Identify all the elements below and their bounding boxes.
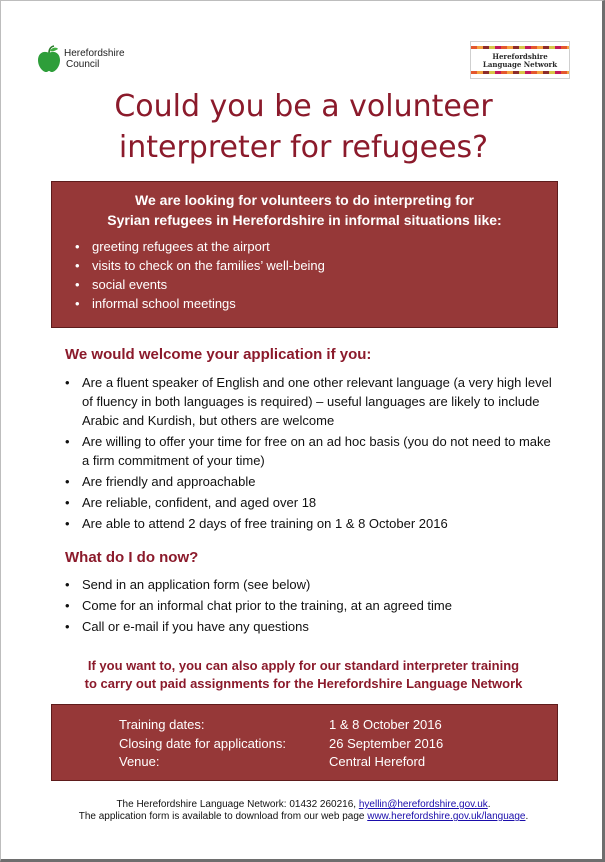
list-item: • visits to check on the families’ well-being (75, 256, 557, 275)
web-page-link[interactable]: www.herefordshire.gov.uk/language (367, 811, 526, 822)
paid-line1: If you want to, you can also apply for our standard interpreter training (87, 658, 520, 673)
herefordshire-council-logo (37, 45, 125, 73)
intro-line1: We are looking for volunteers to do interpreting for (135, 192, 474, 208)
page-title (41, 86, 566, 168)
network-logo-line1: Herefordshire (492, 52, 548, 61)
detail-row-closing-date (119, 735, 443, 752)
intro-text (52, 190, 557, 230)
list-item: • Are reliable, confident, and aged over 18 (65, 493, 555, 512)
contact-footer (21, 799, 586, 823)
footer-line2 (21, 811, 586, 823)
detail-value: 26 September 2016 (329, 736, 444, 751)
list-item: • Send in an application form (see below) (65, 575, 555, 594)
detail-row-venue (119, 753, 425, 770)
list-item: • social events (75, 275, 557, 294)
list-item: • greeting refugees at the airport (75, 237, 557, 256)
footer-download-text: The application form is available to download from our web page (78, 811, 368, 822)
detail-row-training-dates (119, 716, 442, 733)
list-item: • Come for an informal chat prior to the training, at an agreed time (65, 596, 555, 615)
detail-value: 1 & 8 October 2016 (329, 717, 442, 732)
next-steps-heading: What do I do now? (65, 549, 199, 566)
network-logo-text (471, 53, 569, 69)
application-heading: We would welcome your application if you: (65, 346, 372, 363)
logo-stripe-top (471, 46, 569, 49)
email-link[interactable]: hyellin@herefordshire.gov.uk (358, 799, 488, 810)
council-logo-line1: Herefordshire (64, 48, 125, 59)
detail-label: Closing date for applications: (119, 736, 286, 751)
paid-training-note (41, 657, 566, 693)
application-criteria-list (65, 373, 555, 535)
logo-stripe-bottom (471, 71, 569, 74)
footer-line1-end: . (487, 799, 491, 810)
council-logo-text (64, 48, 125, 70)
list-item: • Are willing to offer your time for free on an ad hoc basis (you do not need to make a firm commitment of your time) (65, 432, 555, 470)
apple-icon (37, 45, 61, 73)
list-item: • informal school meetings (75, 294, 557, 313)
council-logo-line2: Council (66, 59, 100, 70)
footer-line1 (21, 799, 586, 811)
list-item: • Are able to attend 2 days of free training on 1 & 8 October 2016 (65, 514, 555, 533)
network-logo-line2: Language Network (482, 60, 558, 69)
list-item: • Are friendly and approachable (65, 472, 555, 491)
paid-line2: to carry out paid assignments for the Herefordshire Language Network (84, 676, 523, 691)
next-steps-list (65, 575, 555, 638)
list-item: • Call or e-mail if you have any questions (65, 617, 555, 636)
list-item: • Are a fluent speaker of English and one other relevant language (a very high level of fluency in both languages is required) – useful languages are likely to include Arabic and Kurdish, but others are welcome (65, 373, 555, 430)
footer-line2-end: . (525, 811, 529, 822)
detail-label: Venue: (119, 754, 160, 769)
detail-label: Training dates: (119, 717, 205, 732)
detail-value: Central Hereford (329, 754, 426, 769)
footer-phone-text: The Herefordshire Language Network: 01432 260216, (116, 799, 359, 810)
details-box (51, 704, 558, 781)
language-network-logo (470, 41, 570, 79)
title-line2: interpreter for refugees? (118, 130, 489, 165)
intro-line2: Syrian refugees in Herefordshire in informal situations like: (107, 212, 502, 228)
intro-box (51, 181, 558, 328)
situations-list (75, 237, 557, 313)
title-line1: Could you be a volunteer (114, 89, 493, 124)
